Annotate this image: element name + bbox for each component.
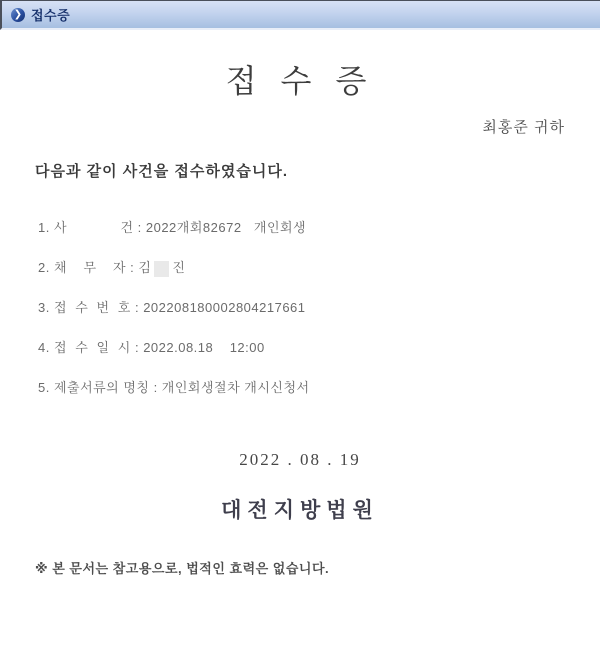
redaction-box [154, 261, 169, 277]
title-bar [0, 0, 600, 30]
list-item-receipt-number: 3. 접 수 번 호 : 202208180002804217661 [38, 300, 306, 315]
intro-sentence: 다음과 같이 사건을 접수하였습니다. [35, 163, 289, 180]
title-bar-label: 접수증 [31, 8, 71, 23]
list-item-case-number: 1. 사 건 : 2022개회82672 개인회생 [38, 220, 307, 235]
recipient-name: 최홍준 귀하 [482, 119, 565, 136]
disclaimer-footnote: ※ 본 문서는 참고용으로, 법적인 효력은 없습니다. [35, 561, 330, 576]
issue-date: 2022 . 08 . 19 [239, 450, 361, 469]
debtor-given-name-end: 진 [172, 260, 186, 275]
list-item-receipt-datetime: 4. 접 수 일 시 : 2022.08.18 12:00 [38, 340, 265, 355]
debtor-label-and-surname: 2. 채 무 자 : 김 [38, 260, 152, 275]
issuing-court: 대전지방법원 [221, 498, 379, 522]
case-detail-list [38, 208, 580, 408]
list-item-submitted-document: 5. 제출서류의 명칭 : 개인회생절차 개시신청서 [38, 380, 310, 395]
document-title: 접 수 증 [225, 63, 375, 99]
chevron-right-circle-icon: ❯ [11, 8, 25, 22]
list-item-debtor [38, 248, 580, 288]
